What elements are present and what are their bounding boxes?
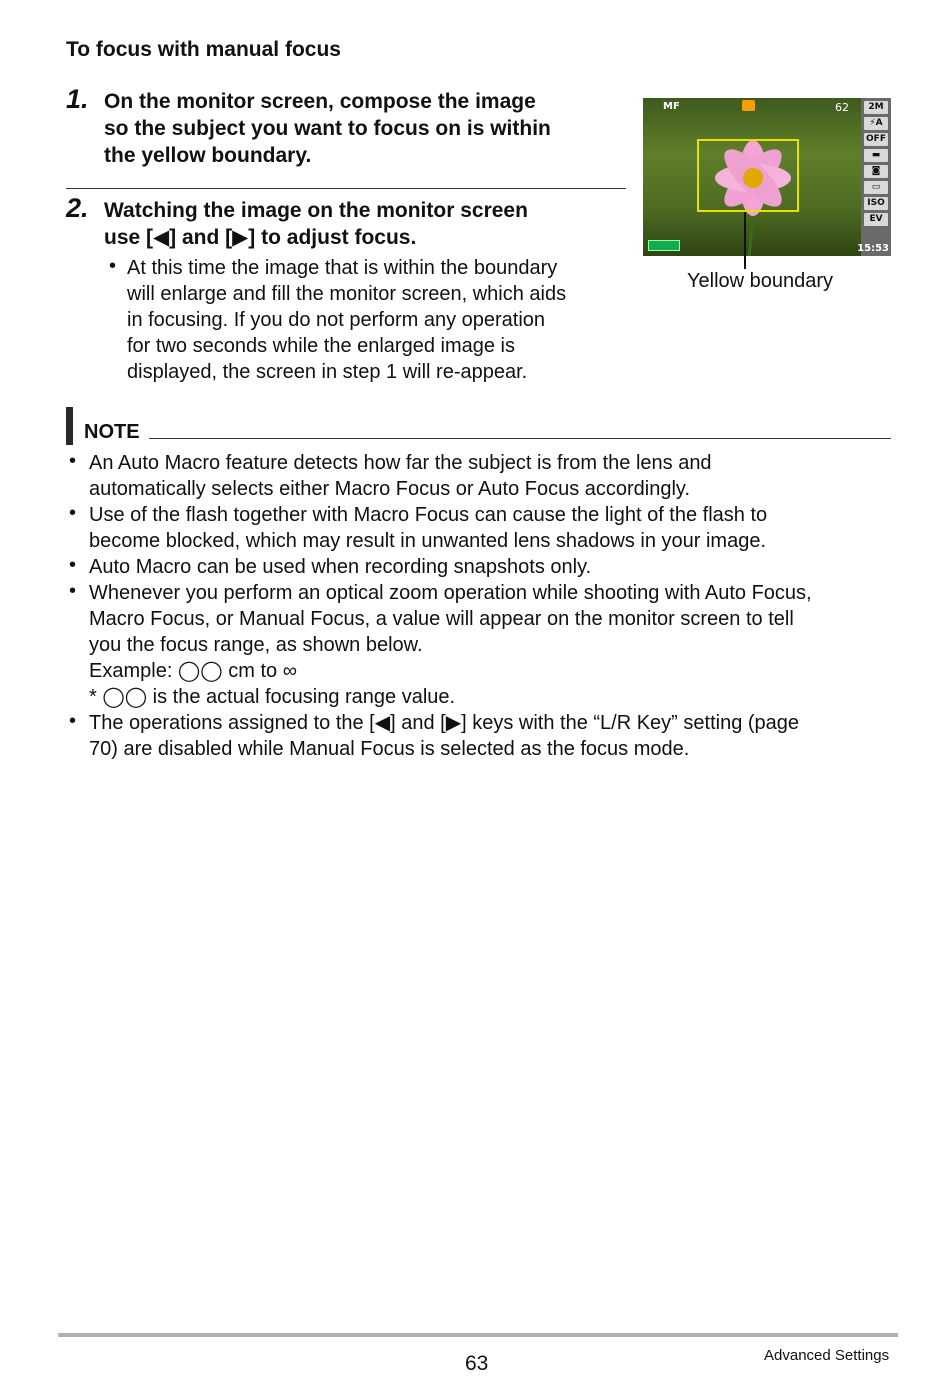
yellow-boundary-frame: [697, 139, 799, 212]
note-label: NOTE: [84, 421, 140, 443]
bullet-line: in focusing. If you do not perform any operation: [127, 309, 546, 331]
camera-side-panel: [861, 98, 891, 256]
image-caption: Yellow boundary: [687, 270, 834, 292]
bullet-line: for two seconds while the enlarged image is: [127, 335, 515, 357]
section-heading: To focus with manual focus: [66, 38, 341, 61]
step-divider: [66, 188, 626, 189]
bullet-line: displayed, the screen in step 1 will re-appear.: [127, 361, 528, 383]
bullet-line: will enlarge and fill the monitor screen, which aids: [127, 283, 567, 305]
note-item: [89, 502, 767, 554]
note-line: Whenever you perform an optical zoom operation while shooting with Auto Focus,: [89, 582, 812, 604]
footer-rule: [58, 1333, 898, 1337]
step-1-line: On the monitor screen, compose the image: [104, 90, 536, 113]
ev-icon: EV: [864, 213, 888, 226]
note-line: An Auto Macro feature detects how far the subject is from the lens and: [89, 452, 712, 474]
battery-icon: [648, 240, 680, 251]
iso-icon: ISO: [864, 197, 888, 210]
step-2-line: use [◀] and [▶] to adjust focus.: [104, 226, 417, 249]
face-detect-icon: OFF: [864, 133, 888, 146]
flash-icon: ⚡A: [864, 117, 888, 130]
note-line: you the focus range, as shown below.: [89, 634, 423, 656]
note-line: Auto Macro can be used when recording snapshots only.: [89, 556, 592, 578]
step-2-bullet-text: [127, 255, 566, 385]
camera-icon: [742, 100, 755, 111]
note-item: [89, 450, 712, 502]
bullet-line: At this time the image that is within the boundary: [127, 257, 558, 279]
bullet-icon: •: [69, 502, 77, 524]
step-1-text: [104, 88, 551, 169]
note-item: [89, 710, 799, 762]
self-timer-icon: ◙: [864, 165, 888, 178]
note-line: become blocked, which may result in unwanted lens shadows in your image.: [89, 530, 767, 552]
page-number: 63: [465, 1352, 489, 1375]
step-1-line: the yellow boundary.: [104, 144, 312, 167]
step-1-number: 1.: [66, 84, 89, 114]
bullet-icon: •: [69, 554, 77, 576]
step-2-number: 2.: [66, 193, 89, 223]
note-marker-bar: [66, 407, 73, 445]
step-2-line: Watching the image on the monitor screen: [104, 199, 528, 222]
note-footnote: * ◯◯ is the actual focusing range value.: [89, 686, 456, 708]
note-rule: [149, 438, 891, 439]
bullet-icon: •: [69, 580, 77, 602]
note-line: automatically selects either Macro Focus or Auto Focus accordingly.: [89, 478, 690, 500]
bullet-icon: •: [69, 450, 77, 472]
shots-remaining: 62: [835, 101, 849, 114]
step-1-line: so the subject you want to focus on is within: [104, 117, 551, 140]
focus-mode-label: MF: [663, 101, 680, 112]
note-item: [89, 580, 812, 710]
note-example: Example: ◯◯ cm to ∞: [89, 660, 297, 682]
bullet-icon: •: [109, 255, 117, 277]
note-line: 70) are disabled while Manual Focus is selected as the focus mode.: [89, 738, 690, 760]
anti-shake-icon: ▭: [864, 181, 888, 194]
note-line: Macro Focus, or Manual Focus, a value will appear on the monitor screen to tell: [89, 608, 794, 630]
clock-time: 15:53: [857, 243, 889, 254]
footer-section-name: Advanced Settings: [764, 1347, 890, 1364]
note-item: [89, 554, 591, 580]
note-line: The operations assigned to the [◀] and [▶] keys with the “L/R Key” setting (page: [89, 712, 800, 734]
camera-monitor-image: [643, 98, 891, 256]
image-size-icon: 2M: [864, 101, 888, 114]
note-line: Use of the flash together with Macro Focus can cause the light of the flash to: [89, 504, 768, 526]
bullet-icon: •: [69, 710, 77, 732]
step-2-text: [104, 197, 528, 251]
metering-icon: ▬: [864, 149, 888, 162]
callout-line: [744, 212, 746, 269]
